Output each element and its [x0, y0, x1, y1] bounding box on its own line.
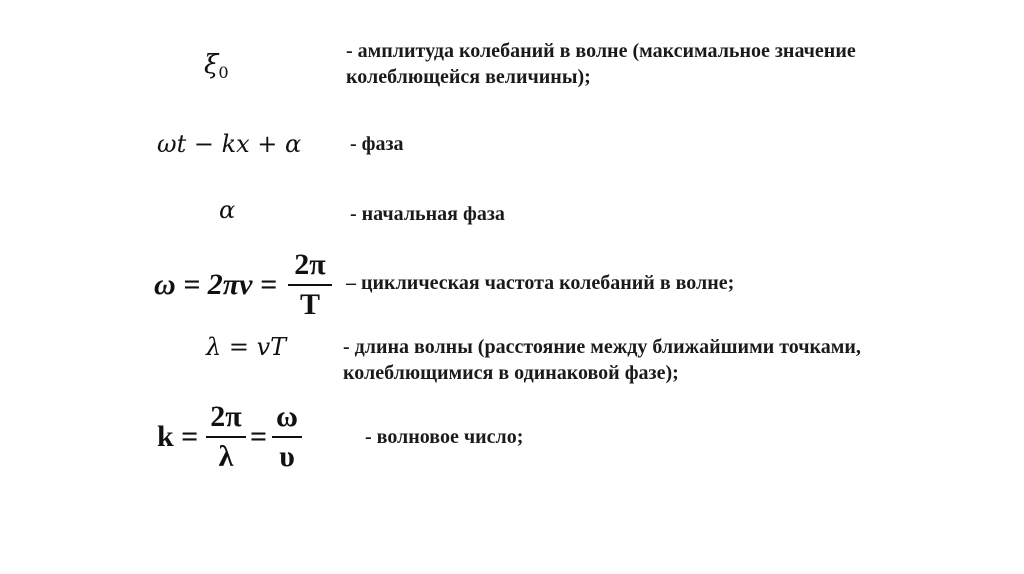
- description-line: - волновое число;: [365, 426, 524, 448]
- description-line: - фаза: [350, 133, 404, 155]
- description-wave-number: [365, 424, 523, 450]
- description-line: колеблющейся величины);: [346, 66, 591, 88]
- fraction-cyclic-frequency: [288, 248, 332, 322]
- fraction-numerator: 2π: [294, 248, 326, 281]
- fraction-denominator: T: [299, 288, 320, 321]
- description-initial-phase: [350, 201, 505, 227]
- description-line: колеблющимися в одинаковой фазе);: [343, 362, 679, 384]
- description-line: - длина волны (расстояние между ближайшими точками,: [343, 336, 861, 358]
- fraction-wave-number-2: [272, 400, 302, 474]
- description-line: - амплитуда колебаний в волне (максимальное значение: [346, 40, 856, 62]
- formula-amplitude: [204, 50, 229, 82]
- fraction-denominator: λ: [218, 440, 234, 473]
- formula-initial-phase: α: [219, 196, 236, 224]
- formula-symbol: ξ: [204, 50, 219, 80]
- fraction-wave-number-1: [206, 400, 246, 474]
- description-phase: [350, 131, 404, 157]
- formula-equals: =: [250, 420, 268, 453]
- formula-wavelength: λ = vT: [206, 333, 287, 361]
- formula-cyclic-frequency: ω = 2πν =: [154, 268, 278, 301]
- fraction-bar: [272, 436, 302, 438]
- description-line: - начальная фаза: [350, 203, 505, 225]
- formula-wave-number: k =: [157, 420, 199, 453]
- fraction-numerator: ω: [276, 400, 298, 433]
- description-cyclic-frequency: [346, 270, 734, 296]
- description-wavelength: [343, 334, 861, 386]
- fraction-denominator: υ: [279, 440, 295, 473]
- description-line: – циклическая частота колебаний в волне;: [346, 272, 735, 294]
- description-amplitude: [346, 38, 856, 90]
- fraction-numerator: 2π: [210, 400, 242, 433]
- fraction-bar: [288, 284, 332, 286]
- formula-subscript: 0: [218, 62, 229, 82]
- formula-phase: ωt − kx + α: [157, 130, 302, 158]
- fraction-bar: [206, 436, 246, 438]
